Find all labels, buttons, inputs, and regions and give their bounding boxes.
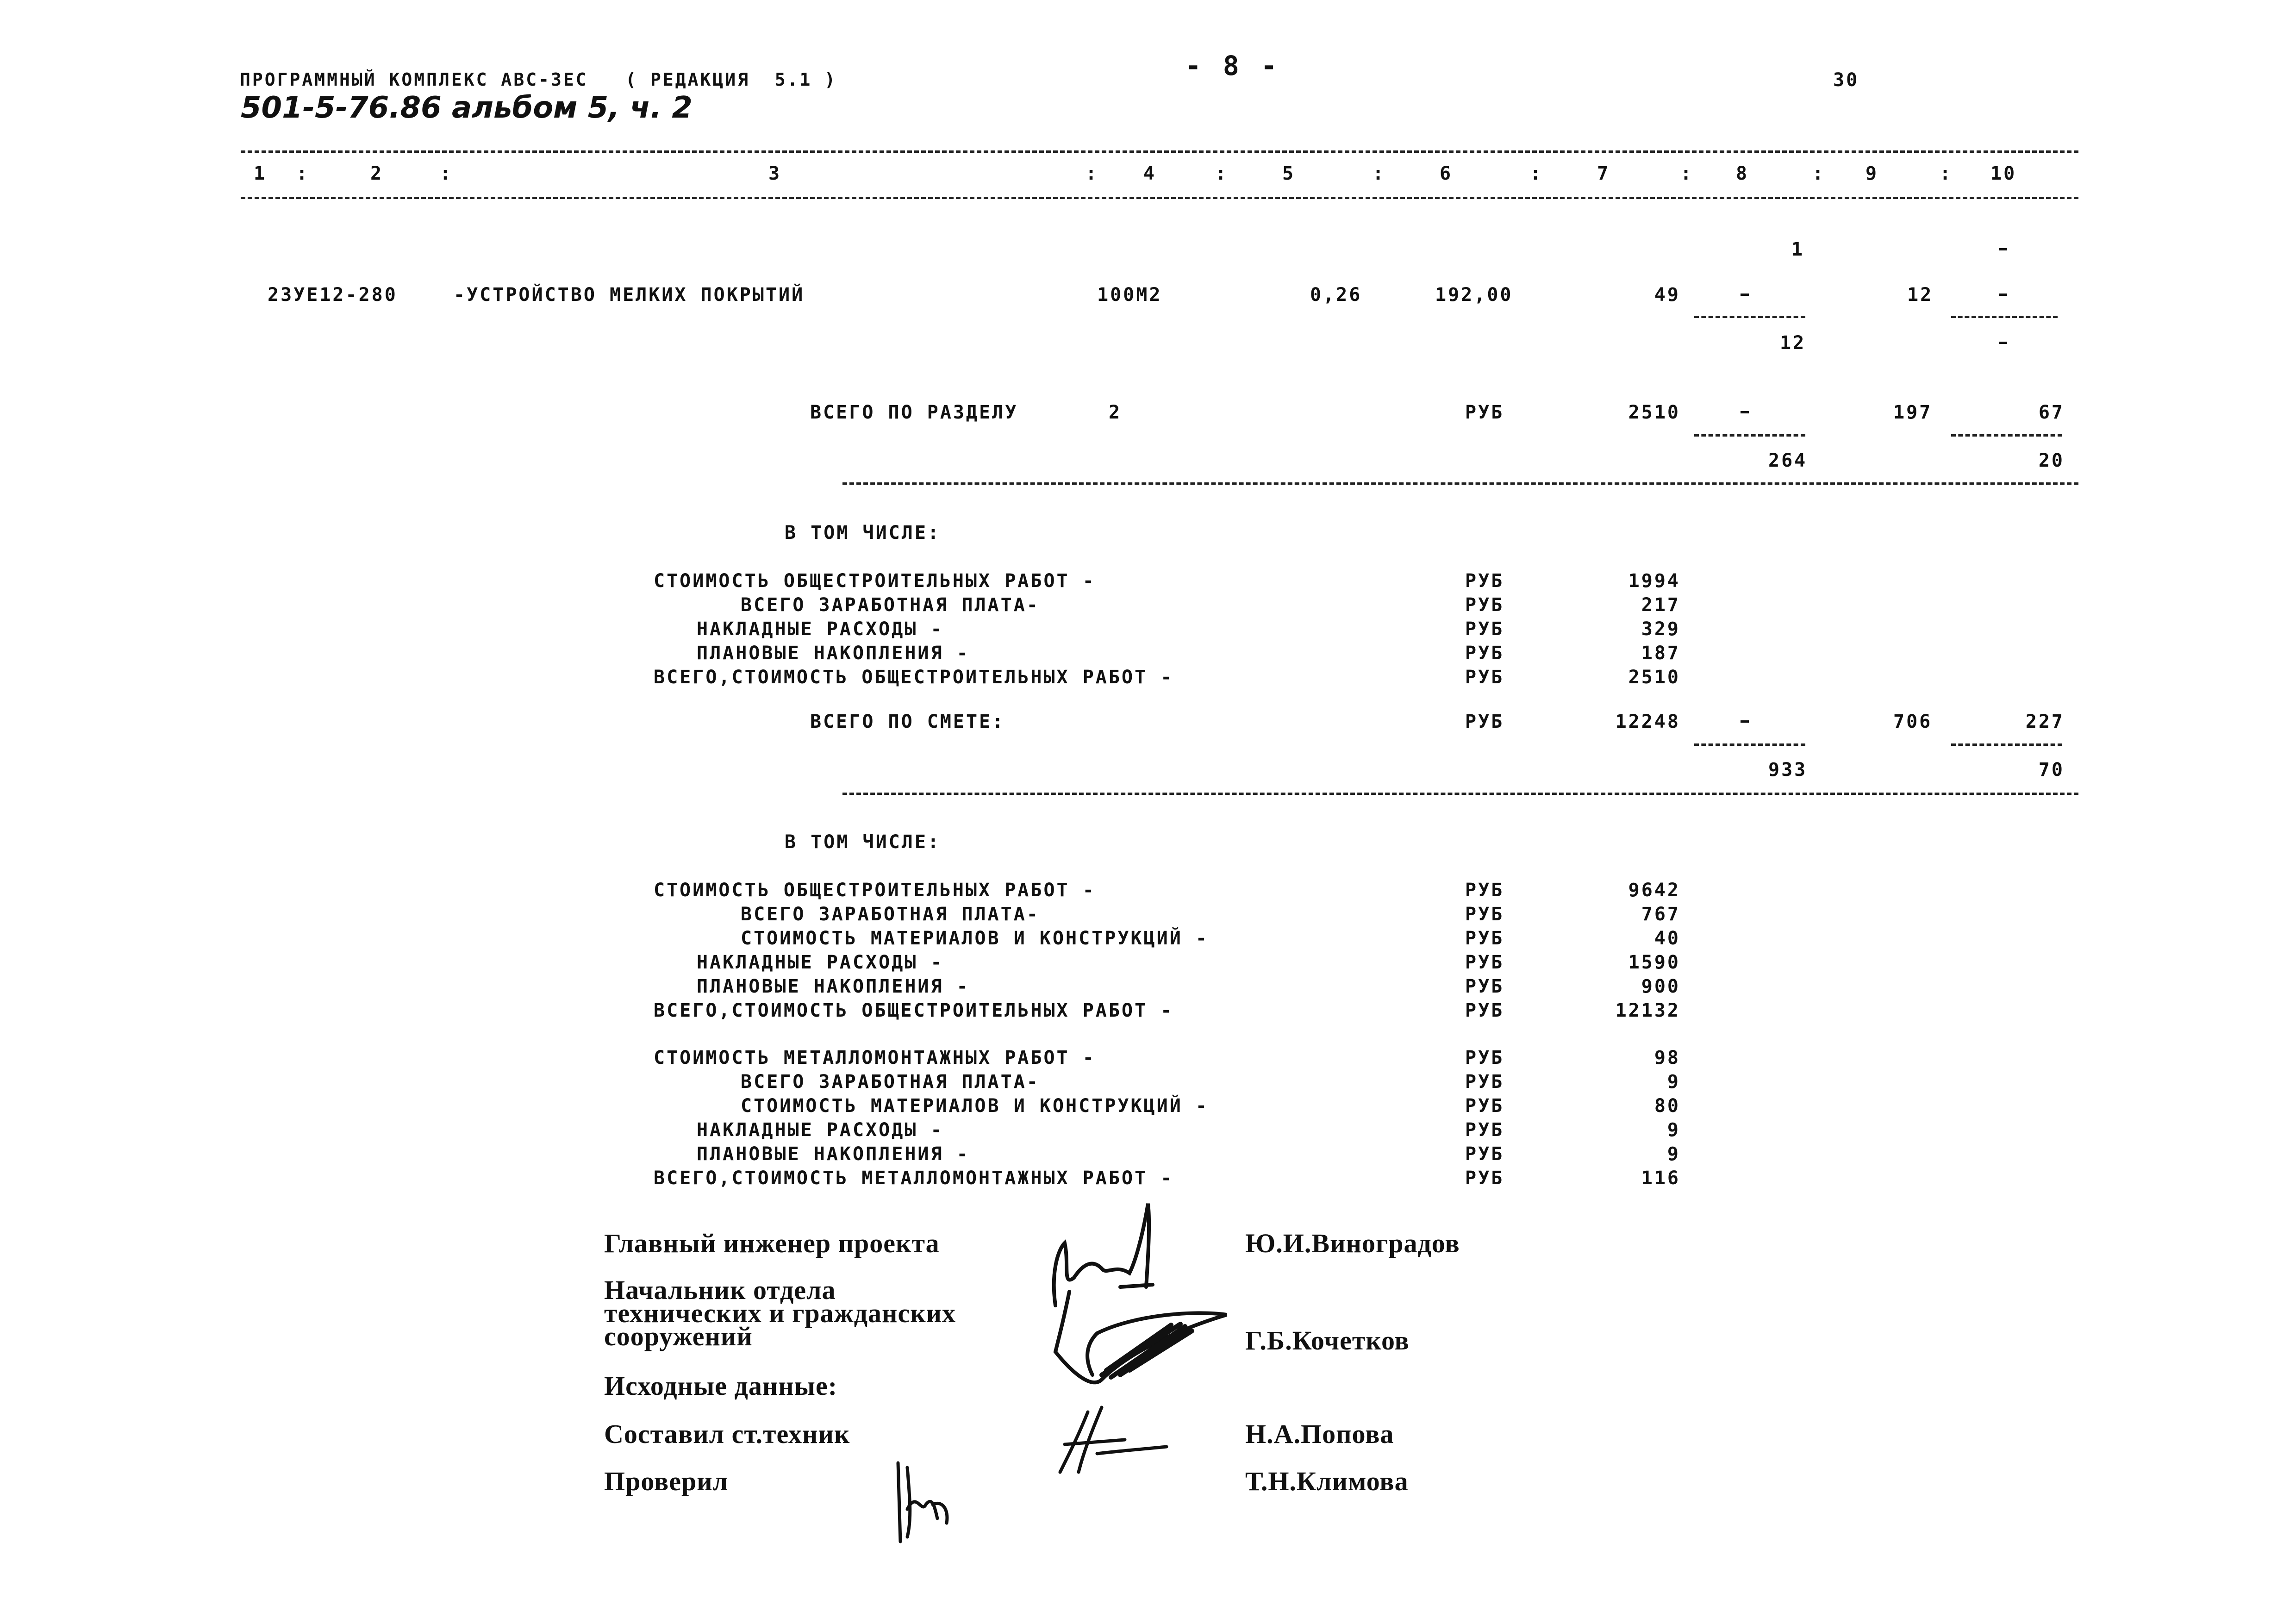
section-col9: 197: [1893, 402, 1933, 423]
breakdown-label: НАКЛАДНЫЕ РАСХОДЫ -: [697, 952, 944, 973]
program-header: ПРОГРАММНЫЙ КОМПЛЕКС АВС-3ЕС ( РЕДАКЦИЯ 5.1 ): [240, 69, 837, 90]
section-number: 2: [1109, 402, 1122, 423]
col-sep: :: [440, 163, 453, 184]
estimate-currency: РУБ: [1465, 711, 1504, 732]
item-total: 49: [1654, 284, 1680, 306]
breakdown-currency: РУБ: [1465, 570, 1504, 592]
breakdown-label: ВСЕГО ЗАРАБОТНАЯ ПЛАТА-: [741, 904, 1040, 925]
estimate-total-label: ВСЕГО ПО СМЕТЕ:: [810, 711, 1005, 732]
breakdown-currency: РУБ: [1465, 928, 1504, 949]
col-header-2: 2: [370, 163, 384, 184]
signatory-name: Т.Н.Климова: [1245, 1466, 1409, 1496]
signatory-name: Н.А.Попова: [1245, 1419, 1394, 1449]
breakdown-currency: РУБ: [1465, 1047, 1504, 1068]
section-rule: [842, 482, 2078, 485]
col-sep: :: [296, 163, 310, 184]
col-header-8: 8: [1736, 163, 1749, 184]
fraction-rule: [1694, 434, 1805, 437]
breakdown-value: 9642: [1628, 880, 1680, 901]
breakdown-label: ВСЕГО ЗАРАБОТНАЯ ПЛАТА-: [741, 1071, 1040, 1093]
signature-mark: [889, 1454, 958, 1546]
signature-role: Главный инженер проекта: [604, 1228, 940, 1258]
section-breakdown-heading: В ТОМ ЧИСЛЕ:: [785, 522, 941, 543]
breakdown-value: 1590: [1628, 952, 1680, 973]
breakdown-value: 116: [1641, 1168, 1680, 1189]
breakdown-value: 1994: [1628, 570, 1680, 592]
signatory-name: Ю.И.Виноградов: [1245, 1228, 1460, 1258]
fraction-rule: [1951, 316, 2058, 318]
breakdown-label: СТОИМОСТЬ МАТЕРИАЛОВ И КОНСТРУКЦИЙ -: [741, 1095, 1209, 1117]
breakdown-value: 900: [1641, 976, 1680, 997]
breakdown-label: ПЛАНОВЫЕ НАКОПЛЕНИЯ -: [697, 1143, 970, 1165]
breakdown-value: 40: [1654, 928, 1680, 949]
breakdown-currency: РУБ: [1465, 618, 1504, 640]
breakdown-label: НАКЛАДНЫЕ РАСХОДЫ -: [697, 1119, 944, 1141]
breakdown-value: 767: [1641, 904, 1680, 925]
col-header-9: 9: [1866, 163, 1879, 184]
breakdown-value: 80: [1654, 1095, 1680, 1117]
breakdown-label: СТОИМОСТЬ МАТЕРИАЛОВ И КОНСТРУКЦИЙ -: [741, 928, 1209, 949]
item-code: 23УЕ12-280: [268, 284, 398, 306]
col-sep: :: [1812, 163, 1826, 184]
estimate-breakdown-heading: В ТОМ ЧИСЛЕ:: [785, 831, 941, 853]
fraction-rule: [1694, 316, 1805, 318]
signature-role: Составил ст.техник: [604, 1419, 850, 1449]
breakdown-currency: РУБ: [1465, 594, 1504, 616]
estimate-col10-top: 227: [2025, 711, 2065, 732]
estimate-col9: 706: [1893, 711, 1933, 732]
breakdown-currency: РУБ: [1465, 1168, 1504, 1189]
col-sep: :: [1530, 163, 1543, 184]
header-rule-bottom: [241, 197, 2078, 199]
col-header-6: 6: [1440, 163, 1453, 184]
breakdown-currency: РУБ: [1465, 880, 1504, 901]
breakdown-currency: РУБ: [1465, 643, 1504, 664]
fraction-rule: [1951, 743, 2062, 746]
breakdown-currency: РУБ: [1465, 1071, 1504, 1093]
item-unit: 100М2: [1097, 284, 1162, 306]
breakdown-label: ВСЕГО,СТОИМОСТЬ МЕТАЛЛОМОНТАЖНЫХ РАБОТ -: [654, 1168, 1174, 1189]
col-sep: :: [1940, 163, 1953, 184]
breakdown-label: ВСЕГО ЗАРАБОТНАЯ ПЛАТА-: [741, 594, 1040, 616]
breakdown-label: СТОИМОСТЬ МЕТАЛЛОМОНТАЖНЫХ РАБОТ -: [654, 1047, 1096, 1068]
breakdown-value: 9: [1667, 1071, 1680, 1093]
item-col9: 12: [1907, 284, 1934, 306]
fraction-rule: [1951, 434, 2062, 437]
breakdown-label: СТОИМОСТЬ ОБЩЕСТРОИТЕЛЬНЫХ РАБОТ -: [654, 570, 1096, 592]
breakdown-currency: РУБ: [1465, 976, 1504, 997]
estimate-col10-bottom: 70: [2038, 759, 2065, 781]
breakdown-label: ВСЕГО,СТОИМОСТЬ ОБЩЕСТРОИТЕЛЬНЫХ РАБОТ -: [654, 1000, 1174, 1021]
breakdown-value: 98: [1654, 1047, 1680, 1068]
breakdown-currency: РУБ: [1465, 1000, 1504, 1021]
dash-mark: [1999, 342, 2007, 344]
item-col8-bottom: 12: [1780, 332, 1806, 354]
signature-role: Начальник отдела технических и гражданских сооружений: [604, 1275, 956, 1351]
breakdown-value: 187: [1641, 643, 1680, 664]
breakdown-value: 12132: [1615, 1000, 1680, 1021]
signature-role: Исходные данные:: [604, 1371, 838, 1401]
item-col8-top: 1: [1791, 239, 1805, 260]
breakdown-value: 2510: [1628, 667, 1680, 688]
section-total-label: ВСЕГО ПО РАЗДЕЛУ: [810, 402, 1018, 423]
section-currency: РУБ: [1465, 402, 1504, 423]
fraction-rule: [1694, 743, 1805, 746]
col-sep: :: [1680, 163, 1694, 184]
breakdown-label: ВСЕГО,СТОИМОСТЬ ОБЩЕСТРОИТЕЛЬНЫХ РАБОТ -: [654, 667, 1174, 688]
col-header-7: 7: [1597, 163, 1610, 184]
breakdown-currency: РУБ: [1465, 952, 1504, 973]
item-name: -УСТРОЙСТВО МЕЛКИХ ПОКРЫТИЙ: [454, 284, 805, 306]
col-sep: :: [1373, 163, 1386, 184]
breakdown-label: ПЛАНОВЫЕ НАКОПЛЕНИЯ -: [697, 976, 970, 997]
signature-mark: [1042, 1282, 1245, 1403]
estimate-col8-bottom: 933: [1768, 759, 1808, 781]
breakdown-label: НАКЛАДНЫЕ РАСХОДЫ -: [697, 618, 944, 640]
col-header-1: 1: [254, 163, 267, 184]
breakdown-value: 9: [1667, 1143, 1680, 1165]
item-qty: 0,26: [1310, 284, 1362, 306]
breakdown-currency: РУБ: [1465, 1143, 1504, 1165]
col-header-4: 4: [1143, 163, 1157, 184]
breakdown-currency: РУБ: [1465, 1119, 1504, 1141]
dash-mark: [1741, 411, 1749, 413]
sheet-number: 30: [1833, 69, 1859, 91]
dash-mark: [1741, 294, 1749, 296]
dash-mark: [1999, 294, 2007, 296]
breakdown-label: СТОИМОСТЬ ОБЩЕСТРОИТЕЛЬНЫХ РАБОТ -: [654, 880, 1096, 901]
section-col10-top: 67: [2038, 402, 2065, 423]
section-col10-bottom: 20: [2038, 450, 2065, 471]
breakdown-label: ПЛАНОВЫЕ НАКОПЛЕНИЯ -: [697, 643, 970, 664]
signature-role: Проверил: [604, 1466, 729, 1496]
section-total-value: 2510: [1628, 402, 1680, 423]
signature-mark: [1051, 1403, 1176, 1486]
breakdown-currency: РУБ: [1465, 904, 1504, 925]
breakdown-currency: РУБ: [1465, 667, 1504, 688]
col-header-3: 3: [768, 163, 782, 184]
col-sep: :: [1215, 163, 1229, 184]
breakdown-currency: РУБ: [1465, 1095, 1504, 1117]
col-header-10: 10: [1990, 163, 2017, 184]
page-number: - 8 -: [1185, 50, 1280, 81]
handwritten-reference: 501-5-76.86 альбом 5, ч. 2: [241, 91, 693, 125]
signatory-name: Г.Б.Кочетков: [1245, 1325, 1410, 1355]
breakdown-value: 329: [1641, 618, 1680, 640]
col-sep: :: [1086, 163, 1099, 184]
item-price: 192,00: [1435, 284, 1513, 306]
header-rule-top: [241, 150, 2078, 153]
section-col8-bottom: 264: [1768, 450, 1808, 471]
estimate-total-value: 12248: [1615, 711, 1680, 732]
col-header-5: 5: [1282, 163, 1296, 184]
breakdown-value: 9: [1667, 1119, 1680, 1141]
dash-mark: [1999, 248, 2007, 250]
estimate-rule: [842, 793, 2078, 795]
dash-mark: [1741, 720, 1749, 723]
breakdown-value: 217: [1641, 594, 1680, 616]
